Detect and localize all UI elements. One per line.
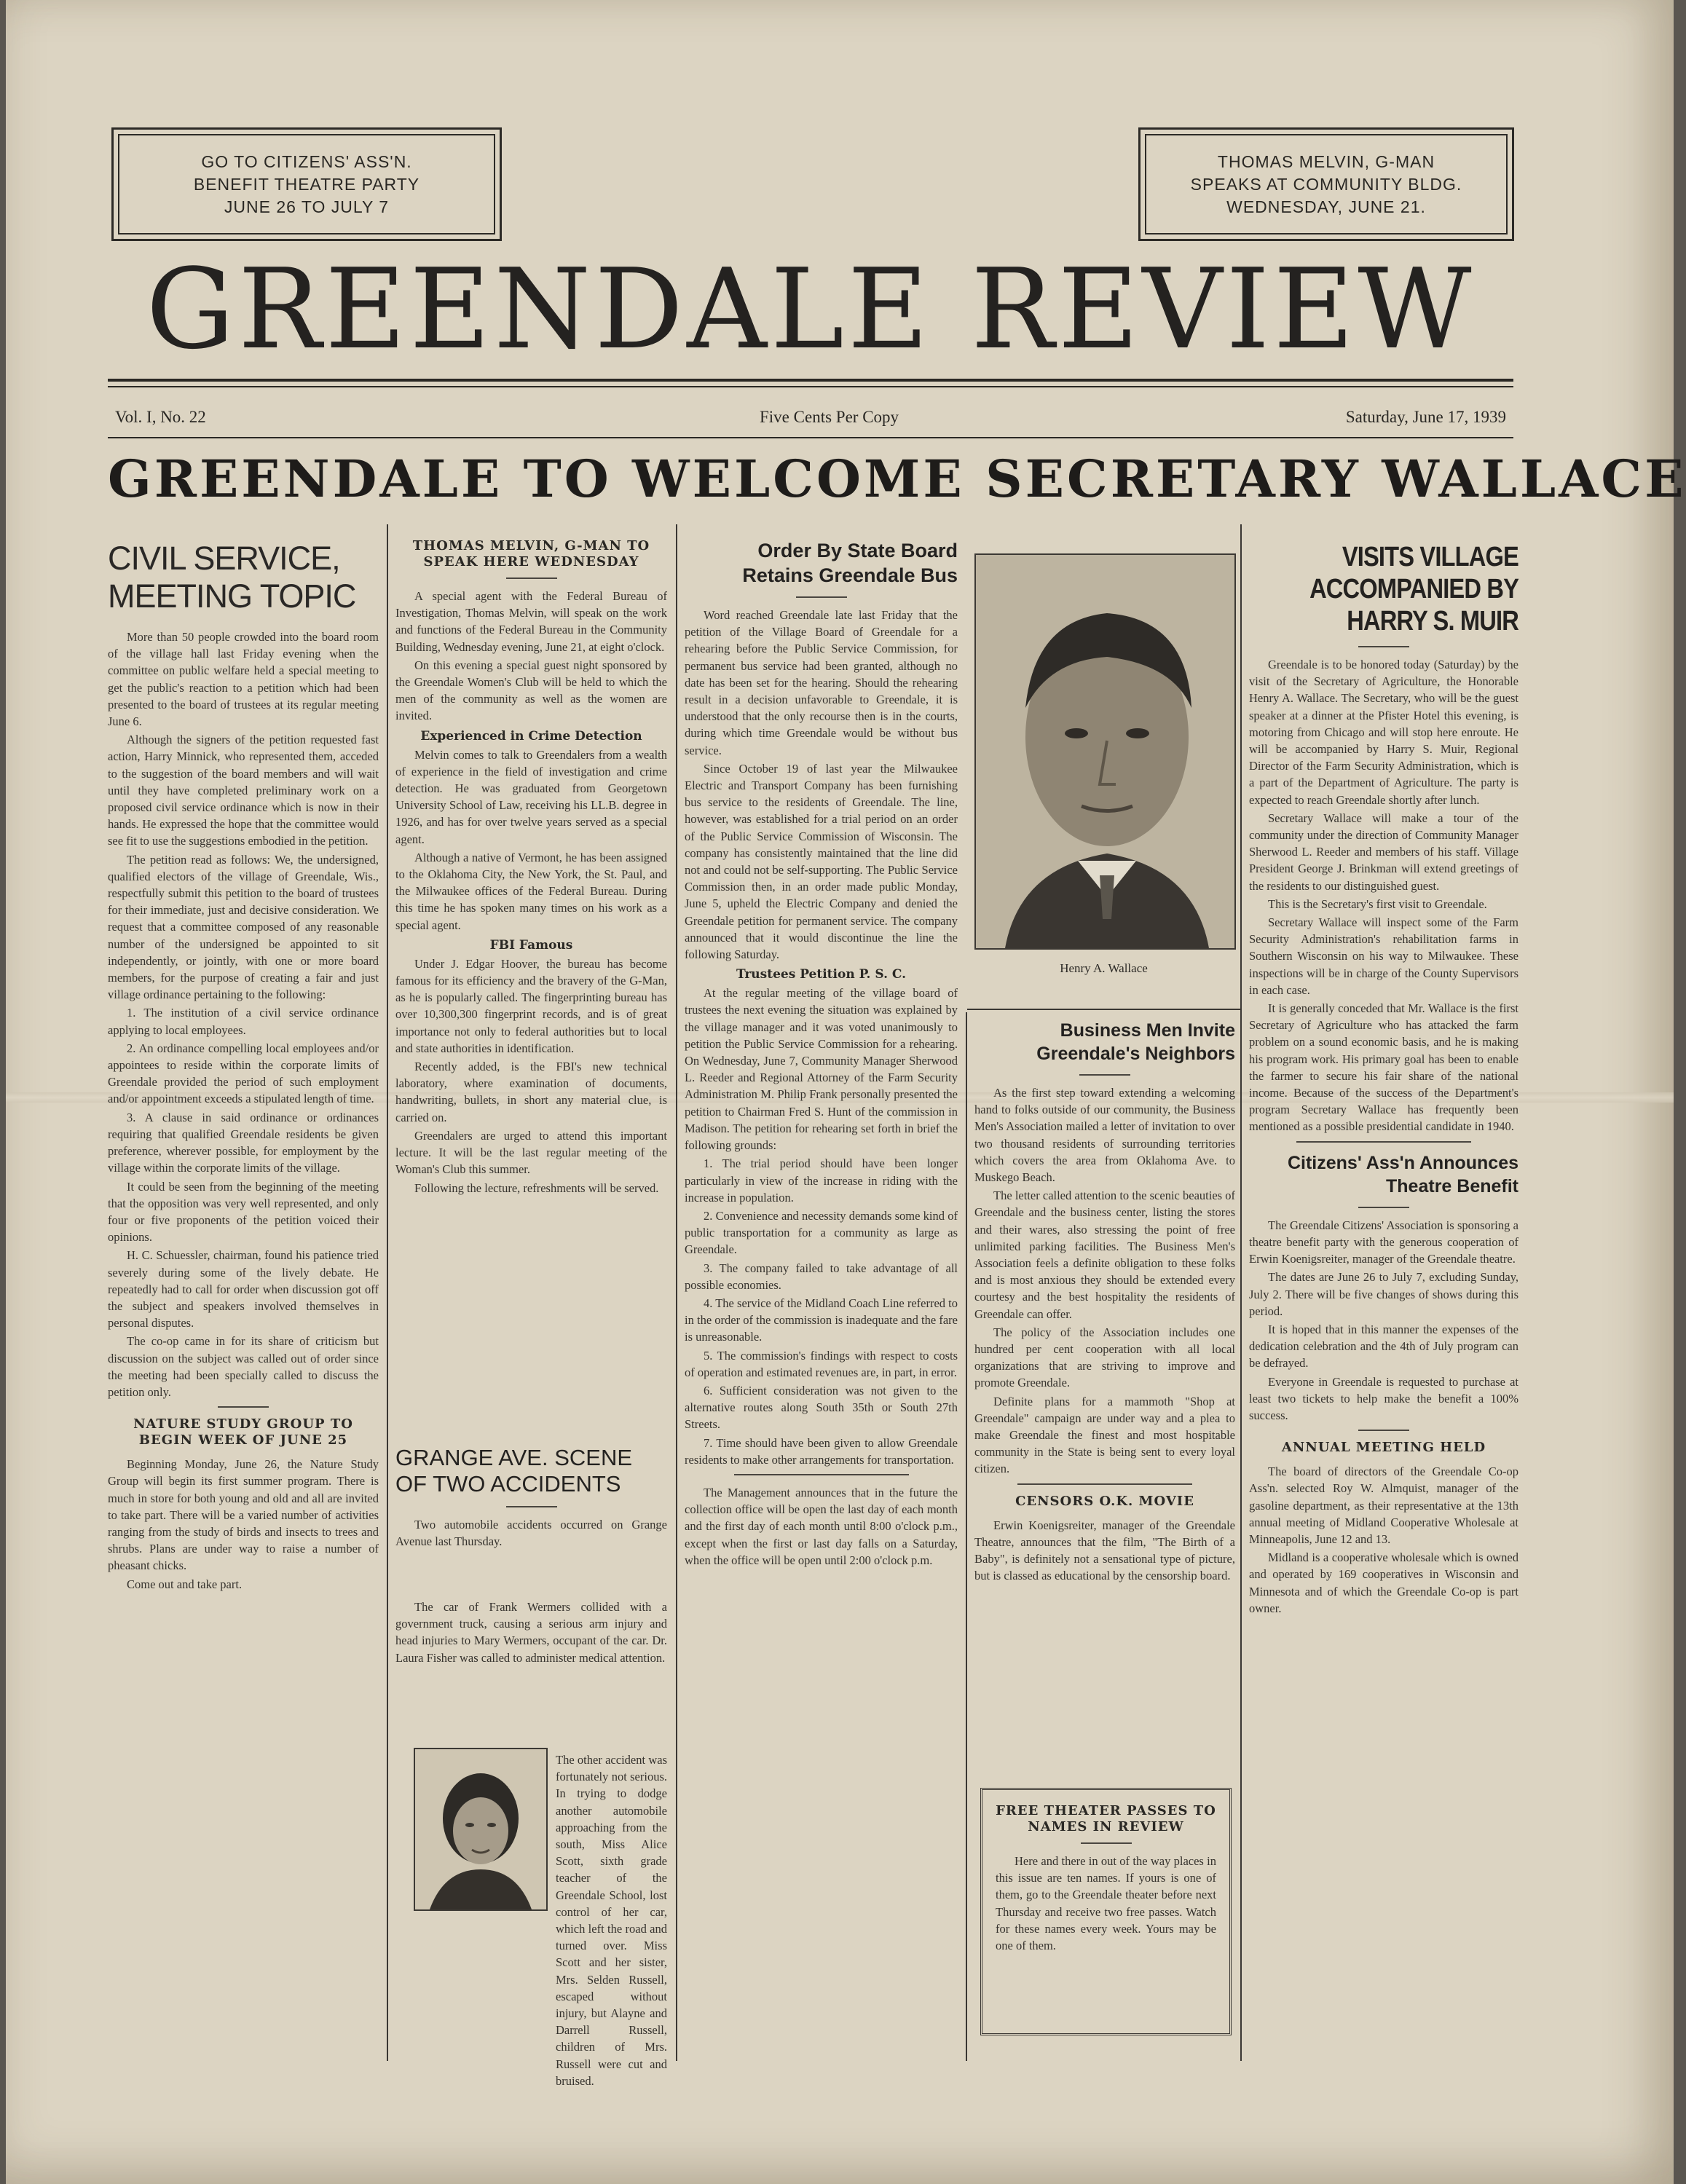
free-passes-headline: FREE THEATER PASSES TO NAMES IN REVIEW <box>996 1803 1216 1834</box>
article-paragraph: 4. The service of the Midland Coach Line referred to in the order of the commission is inadequate and the fare is unreasonable. <box>685 1296 958 1344</box>
section-rule <box>967 1009 1240 1010</box>
divider <box>796 596 847 598</box>
article-paragraph: The policy of the Association includes one hundred per cent cooperation with all local organizations that are striving to improve and promote Greendale. <box>974 1325 1235 1390</box>
divider <box>1079 1074 1130 1076</box>
visits-village-headline: VISITS VILLAGE ACCOMPANIED BY HARRY S. MUIR <box>1309 542 1518 636</box>
issue-date: Saturday, June 17, 1939 <box>1345 408 1506 426</box>
theatre-party-ear-box <box>111 127 502 241</box>
grange-column-wrap <box>556 1751 667 2088</box>
ear-line: WEDNESDAY, JUNE 21. <box>1226 197 1426 216</box>
article-paragraph: At the regular meeting of the village board of trustees the next evening the situation was explained by the village manager and it was voted unanimously to petition the Public Service Commission for a rehearing. On Wednesday, June 7, Community Manager Sherwood L. Reeder and Regional Attorney of the Farm Security Administration M. Philip Frank personally presented the petition to Chairman Fred S. Hunt of the commission in Madison. The petition for rehearing set forth in brief the following grounds: <box>685 986 958 1153</box>
nature-study-headline: NATURE STUDY GROUP TO BEGIN WEEK OF JUNE 25 <box>133 1416 353 1448</box>
folio-rule <box>108 437 1513 438</box>
article-paragraph: A special agent with the Federal Bureau of Investigation, Thomas Melvin, will speak on the work and functions of the Federal Bureau in the Community Building, Wednesday evening, June 21, at eight o'clock. <box>395 589 667 654</box>
divider <box>1358 1207 1409 1208</box>
article-paragraph: On this evening a special guest night sponsored by the Greendale Women's Club will be held to which the men of the community as well as the women are invited. <box>395 658 667 723</box>
divider <box>506 1506 557 1507</box>
censors-headline: CENSORS O.K. MOVIE <box>1015 1493 1194 1509</box>
article-paragraph: Definite plans for a mammoth "Shop at Greendale" campaign are under way and a plea to make Greendale the finest and most hospitable community in the State is being sent to every loyal citizen. <box>974 1394 1235 1476</box>
gman-headline: THOMAS MELVIN, G-MAN TO SPEAK HERE WEDNESDAY <box>412 538 650 569</box>
article-paragraph: 1. The institution of a civil service ordinance applying to local employees. <box>108 1006 379 1037</box>
article-paragraph: 7. Time should have been given to allow Greendale residents to make other arrangements for transportation. <box>685 1435 958 1467</box>
article-paragraph: Two automobile accidents occurred on Grange Avenue last Thursday. <box>395 1518 667 1549</box>
divider <box>1296 1141 1471 1143</box>
column-1 <box>108 535 379 2057</box>
article-paragraph: It is hoped that in this manner the expenses of the dedication celebration and the 4th of July program can be defrayed. <box>1249 1322 1518 1371</box>
article-paragraph: 5. The commission's findings with respect to costs of operation and estimated revenues are, in part, in error. <box>685 1348 958 1379</box>
grange-column-top <box>395 1440 667 1601</box>
ear-line: BENEFIT THEATRE PARTY <box>193 174 420 194</box>
article-paragraph: Melvin comes to talk to Greendalers from a wealth of experience in the field of investigation and crime detection. He was graduated from Georgetown University School of Law, receiving his LL.B. degree in 1926, and has for over twelve years served as a special agent. <box>395 747 667 846</box>
divider <box>1017 1483 1192 1485</box>
divider <box>506 577 557 579</box>
article-paragraph: Beginning Monday, June 26, the Nature Study Group will begin its first summer program. There is much in store for both young and old and all are invited to take part. There will be a varied number of activities ranging from the study of birds and insects to trees and shrubs. Plans are under way to raise a number of pheasant chicks. <box>108 1457 379 1573</box>
article-paragraph: 1. The trial period should have been longer particularly in view of the increase in riding with the increase in population. <box>685 1156 958 1205</box>
article-paragraph: Since October 19 of last year the Milwaukee Electric and Transport Company has been furnishing bus service to the residents of Greendale. The line, however, was established for a trial period on an order of the Public Service Commission of Wisconsin. The company has consistently maintained that the line did not and could not be self-supporting. The Public Service Commission then, in an order made public Monday, June 5, upheld the Electric Company and denied the Greendale petition for permanent service. The company announced that it would discontinue the line the following Saturday. <box>685 761 958 962</box>
article-paragraph: Although a native of Vermont, he has been assigned to the Oklahoma City, the New York, the St. Paul, and the Milwaukee offices of the Federal Bureau. During this time he has spoken many times on his work as a special agent. <box>395 850 667 932</box>
article-paragraph: Everyone in Greendale is requested to purchase at least two tickets to help make the benefit a 100% success. <box>1249 1374 1518 1422</box>
column-4 <box>974 1016 1235 1770</box>
column-rule <box>387 524 388 2061</box>
free-passes-text: Here and there in out of the way places in this issue are ten names. If yours is one of them, go to the Greendale theater before next Thursday and receive two free passes. Watch for these names every week. Yours may be one of them. <box>996 1854 1216 1953</box>
article-paragraph: The letter called attention to the scenic beauties of Greendale and the business center, listing the stores and their wares, also stressing the point of free unlimited parking facilities. The Business Men's Association feels a definite obligation to these folks and is most anxious they should be extended every courtesy and the best hospitality the residents of Greendale can offer. <box>974 1188 1235 1321</box>
subheading: Trustees Petition P. S. C. <box>736 967 907 982</box>
article-paragraph: 2. Convenience and necessity demands some kind of public transportation for a community as large as Greendale. <box>685 1208 958 1257</box>
article-paragraph: Word reached Greendale late last Friday that the petition of the Village Board of Greendale for a rehearing before the Public Service Commission, for permanent bus service had been granted, although no date has been set for the hearing. Should the rehearing result in a decision unfavorable to Greendale, it is understood that the only recourse then is in the courts, during which time Greendale would be without bus service. <box>685 608 958 757</box>
article-paragraph: The petition read as follows: We, the undersigned, qualified electors of the village of Greendale, Wis., respectfully submit this petition to the board of trustees for their immediate, just and decisive consideration. We request that a committee composed of any reasonable number of the undersigned be appointed to sit independently, or jointly, with one or more board members, for the purpose of creating a fair and just village ordinance pertaining to the following: <box>108 852 379 1002</box>
article-paragraph: Secretary Wallace will make a tour of the community under the direction of Community Manager Sherwood L. Reeder and members of his staff. Village President George J. Brinkman will extend greetings of the residents to our distinguished guest. <box>1249 811 1518 893</box>
article-paragraph: The dates are June 26 to July 7, excluding Sunday, July 2. There will be five changes of shows during this period. <box>1249 1270 1518 1318</box>
ear-line: JUNE 26 TO JULY 7 <box>224 197 390 216</box>
article-paragraph: The board of directors of the Greendale Co-op Ass'n. selected Roy W. Almquist, manager of the gasoline department, as their representative at the 13th annual meeting of Midland Cooperative Wholesale at Minneapolis, June 12 and 13. <box>1249 1464 1518 1546</box>
main-headline: GREENDALE TO WELCOME SECRETARY WALLACE <box>108 449 1686 509</box>
article-paragraph: Greendale is to be honored today (Saturday) by the visit of the Secretary of Agriculture, the Honorable Henry A. Wallace. The Secretary, who will be the guest speaker at a dinner at the Pfister Hotel this evening, is motoring from Chicago and will stop here enroute. He will be accompanied by Harry S. Muir, Regional Director of the Farm Security Administration, which is a part of the Department of Agriculture. The party is expected to reach Greendale shortly after lunch. <box>1249 658 1518 807</box>
article-paragraph: Midland is a cooperative wholesale which is owned and operated by 169 cooperatives in Wisconsin and Minnesota and of which the Greendale Co-op is part owner. <box>1249 1550 1518 1615</box>
article-paragraph: Greendalers are urged to attend this important lecture. It will be the last regular meeting of the Woman's Club this summer. <box>395 1128 667 1177</box>
teacher-portrait-photo <box>414 1748 548 1911</box>
column-5 <box>1249 535 1518 2061</box>
woman-portrait-icon <box>415 1749 546 1909</box>
bus-order-headline: Order By State Board Retains Greendale Bus <box>742 540 958 586</box>
business-men-headline: Business Men Invite Greendale's Neighbors <box>1036 1020 1235 1064</box>
article-paragraph: It is generally conceded that Mr. Wallace is the first Secretary of Agriculture who has attacked the farm problem on a sound economic basis, and he is making his program work. His primary goal has been to enable the farmer to secure his fair share of the national income. Because of the success of the Department's program Secretary Wallace has frequently been mentioned as a possible presidential candidate in 1940. <box>1249 1001 1518 1134</box>
article-paragraph: 2. An ordinance compelling local employees and/or appointees to reside within the corporate limits of Greendale provided the period of such employment and/or appointment exceeds a stipulated length of time. <box>108 1041 379 1106</box>
article-paragraph: More than 50 people crowded into the board room of the village hall last Friday evening when the committee on public welfare held a special meeting to get the public's reaction to a petition which had been presented to the board of trustees at its regular meeting June 6. <box>108 630 379 729</box>
civil-service-headline: CIVIL SERVICE, MEETING TOPIC <box>108 540 356 615</box>
subheading: FBI Famous <box>489 937 573 953</box>
article-paragraph: As the first step toward extending a welcoming hand to folks outside of our community, the Business Men's Association mailed a letter of invitation to over two thousand residents of surrounding territories which covers the area from Oklahoma Ave. to Muskego Beach. <box>974 1086 1235 1185</box>
article-paragraph: 6. Sufficient consideration was not given to the alternative routes along South 35th or South 27th Streets. <box>685 1383 958 1432</box>
article-paragraph: Come out and take part. <box>127 1577 243 1591</box>
article-paragraph: This is the Secretary's first visit to Greendale. <box>1268 896 1487 911</box>
article-paragraph: 3. A clause in said ordinance or ordinances requiring that qualified Greendale residents be given preference, wherever possible, for employment by the village within the corporate limits of the village. <box>108 1110 379 1175</box>
ear-line: GO TO CITIZENS' ASS'N. <box>201 151 412 171</box>
divider <box>1358 1430 1409 1431</box>
volume-number: Vol. I, No. 22 <box>115 408 206 426</box>
grange-column-mid <box>395 1598 667 1748</box>
article-paragraph: Following the lecture, refreshments will be served. <box>414 1180 659 1195</box>
wallace-photo-caption: Henry A. Wallace <box>1060 961 1148 975</box>
management-notice: The Management announces that in the future the collection office will be open the last day of each month and the first day of each month until 8:00 o'clock p.m., except when the first or last day falls on a Saturday, when the office will be open until 2:00 o'clock p.m. <box>685 1485 958 1567</box>
column-rule <box>676 524 677 2061</box>
man-portrait-icon <box>976 555 1234 948</box>
column-2 <box>395 535 667 1435</box>
article-paragraph: H. C. Schuessler, chairman, found his patience tried severely during some of the lively debate. He repeatedly had to call for order when discussion got off the subject and speakers involved themselves in personal disputes. <box>108 1248 379 1330</box>
theatre-benefit-headline: Citizens' Ass'n Announces Theatre Benefit <box>1287 1152 1518 1197</box>
divider <box>1358 646 1409 647</box>
masthead-rule <box>108 379 1513 382</box>
annual-meeting-headline: ANNUAL MEETING HELD <box>1281 1440 1486 1456</box>
divider <box>1081 1842 1132 1844</box>
wallace-portrait-photo <box>974 553 1236 950</box>
newspaper-page <box>6 0 1686 2184</box>
column-rule <box>1240 524 1242 2061</box>
subheading: Experienced in Crime Detection <box>420 728 642 744</box>
folio-line <box>115 408 1506 431</box>
masthead-title: GREENDALE REVIEW <box>146 245 1476 374</box>
article-paragraph: Secretary Wallace will inspect some of the Farm Security Administration's rehabilitation farms in Southern Wisconsin on his way to Milwaukee. These inspections will be in charge of the County Supervisors in each case. <box>1249 915 1518 997</box>
grange-accidents-headline: GRANGE AVE. SCENE OF TWO ACCIDENTS <box>395 1445 633 1497</box>
article-paragraph: Although the signers of the petition requested fast action, Harry Minnick, who represented them, acceded to the suggestion of the board members and will wait until they have completed preliminary work on a proposed civil service ordinance which is now in their hands. He expressed the hope that the committee would see fit to use the suggestions embodied in the petition. <box>108 733 379 848</box>
divider <box>218 1406 269 1408</box>
masthead-rule <box>108 386 1513 387</box>
article-paragraph: It could be seen from the beginning of the meeting that the opposition was very well represented, and only four or five proponents of the petition voiced their opinions. <box>108 1179 379 1245</box>
article-paragraph: Recently added, is the FBI's new technical laboratory, where examination of documents, handwriting, bullets, in short any material clue, is carried on. <box>395 1060 667 1124</box>
column-3 <box>685 535 958 2061</box>
free-passes-box <box>980 1788 1232 2035</box>
article-paragraph: The car of Frank Wermers collided with a government truck, causing a serious arm injury and head injuries to Mary Wermers, occupant of the car. Dr. Laura Fisher was called to administer medical attention. <box>395 1600 667 1665</box>
issue-price: Five Cents Per Copy <box>760 408 899 426</box>
gman-speaker-ear-box <box>1138 127 1514 241</box>
ear-line: SPEAKS AT COMMUNITY BLDG. <box>1190 174 1462 194</box>
article-paragraph: The other accident was fortunately not serious. In trying to dodge another automobile approaching from the south, Miss Alice Scott, sixth grade teacher of the Greendale School, lost control of her car, which left the road and turned over. Miss Scott and her sister, Mrs. Selden Russell, escaped without injury, but Alayne and Darrell Russell, children of Mrs. Russell were cut and bruised. <box>556 1753 667 2088</box>
article-paragraph: The Greendale Citizens' Association is sponsoring a theatre benefit party with the generous cooperation of Erwin Koenigsreiter, manager of the Greendale theatre. <box>1249 1218 1518 1266</box>
article-paragraph: 3. The company failed to take advantage of all possible economies. <box>685 1261 958 1292</box>
ear-line: THOMAS MELVIN, G-MAN <box>1217 151 1435 171</box>
article-paragraph: Under J. Edgar Hoover, the bureau has become famous for its efficiency and the bravery of the G-Man, as he is popularly called. The fingerprinting bureau has over 10,300,300 fingerprint records, and is of great importance not only to federal authorities but to local and state authorities in identification. <box>395 956 667 1055</box>
divider <box>734 1474 909 1475</box>
column-rule <box>966 1012 967 2061</box>
article-paragraph: The co-op came in for its share of criticism but discussion on the subject was called out of order since the meeting had been specially called to discuss the petition only. <box>108 1334 379 1399</box>
article-paragraph: Erwin Koenigsreiter, manager of the Greendale Theatre, announces that the film, "The Birth of a Baby", is definitely not a sensational type of picture, but is classed as educational by the censorship board. <box>974 1518 1235 1583</box>
